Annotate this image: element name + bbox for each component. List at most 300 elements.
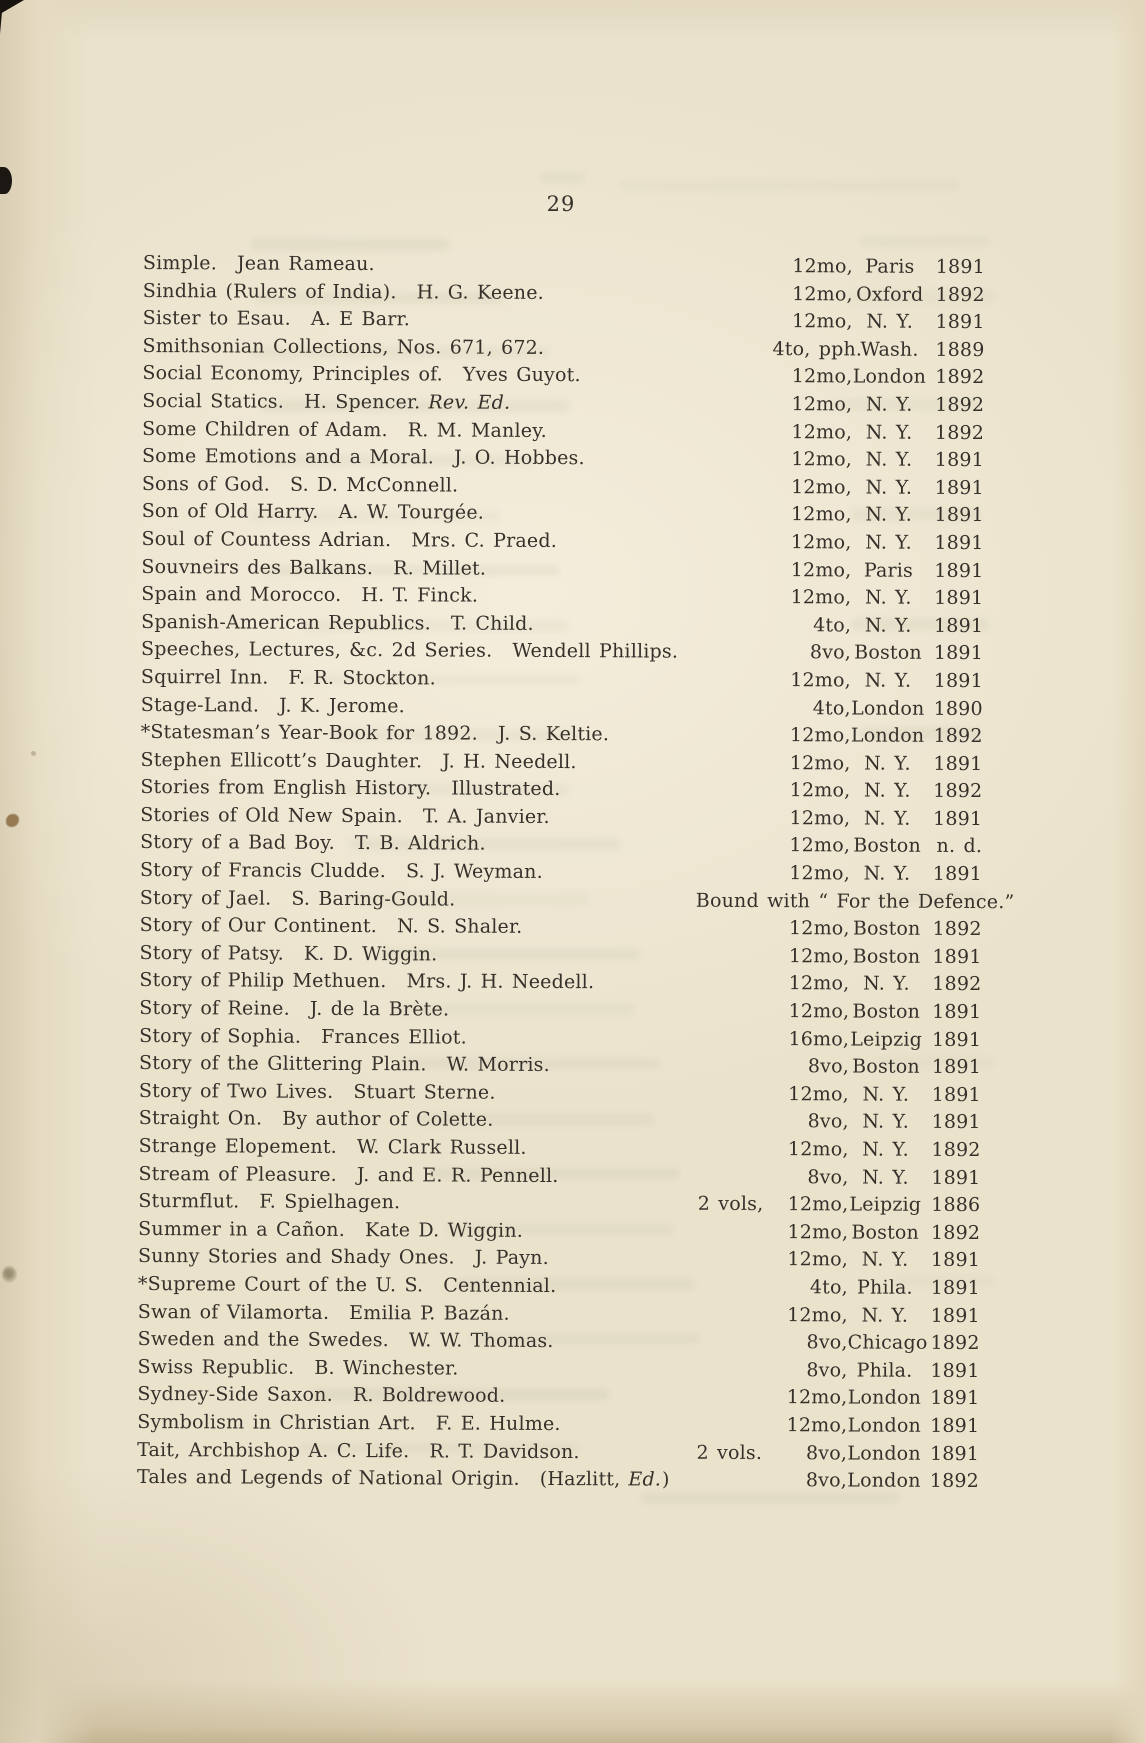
entry-title-author <box>141 719 697 749</box>
entry-title-author <box>143 305 699 335</box>
entry-volumes <box>697 722 771 750</box>
entry-row <box>137 1464 979 1496</box>
entry-title: Soul of Countess Adrian. <box>141 527 392 552</box>
entry-row <box>139 1133 981 1165</box>
entry-place: Oxford <box>856 283 924 306</box>
entry-format: 8vo, <box>806 1331 848 1354</box>
entry-row <box>141 691 983 723</box>
entry-author: H. T. Finck. <box>361 584 479 607</box>
entry-format: 12mo, <box>789 724 851 747</box>
entry-volumes <box>694 1246 768 1274</box>
entry-format: 4to, pph. <box>772 337 863 361</box>
entry-volumes <box>696 805 770 833</box>
entry-format: 12mo, <box>788 1000 850 1023</box>
entry-row <box>139 995 981 1027</box>
entry-author: W. Morris. <box>446 1053 550 1077</box>
entry-format: 12mo, <box>791 448 853 471</box>
entry-year: 1891 <box>930 1414 980 1438</box>
entry-row <box>140 774 982 806</box>
entry-year: 1892 <box>935 283 985 306</box>
entry-title: Squirrel Inn. <box>140 665 269 689</box>
entry-year: 1891 <box>933 614 984 637</box>
entry-year: 1889 <box>935 338 985 361</box>
entry-title-author <box>140 857 696 887</box>
entry-volumes <box>698 501 772 529</box>
entry-title: Story of Two Lives. <box>138 1079 334 1103</box>
entry-place: N. Y. <box>864 586 912 609</box>
entry-author: J. and E. R. Pennell. <box>356 1163 559 1187</box>
entry-title: Sindhia (Rulers of India). <box>142 279 397 303</box>
entry-title: Story of Patsy. <box>139 941 284 965</box>
entry-title-author <box>142 360 698 390</box>
entry-title: Stage-Land. <box>140 693 260 717</box>
entry-year: 1891 <box>935 311 985 334</box>
entry-title-author <box>142 443 698 473</box>
entry-place: N. Y. <box>865 531 912 554</box>
entry-format: 16mo, <box>788 1027 850 1051</box>
entry-volumes <box>698 418 772 446</box>
entry-title: Spain and Morocco. <box>141 583 342 607</box>
entry-author: H. G. Keene. <box>416 280 544 304</box>
entry-place: Boston <box>851 1221 920 1244</box>
ink-speck <box>31 751 36 756</box>
entry-volumes <box>697 694 771 722</box>
entry-format: 12mo, <box>787 1138 849 1161</box>
entry-year: 1891 <box>933 752 983 775</box>
entry-format: 12mo, <box>788 945 850 968</box>
entry-author: J. Payn. <box>474 1247 549 1270</box>
entry-row <box>141 664 983 696</box>
entry-title: Simple. <box>142 251 218 275</box>
entry-title: Some Children of Adam. <box>142 417 388 441</box>
entry-volumes <box>694 1163 768 1191</box>
paper-flaw-spot <box>2 1266 17 1283</box>
entry-year: 1892 <box>930 1332 980 1355</box>
entry-place: N. Y. <box>865 503 913 527</box>
entry-title: Swiss Republic. <box>137 1355 295 1379</box>
entry-place: N. Y. <box>866 310 914 333</box>
entry-year: 1892 <box>933 724 983 748</box>
entry-format: 12mo, <box>787 1248 849 1271</box>
entry-author: Mrs. C. Praed. <box>411 529 558 552</box>
entry-author: J. S. Keltie. <box>497 722 610 746</box>
entry-title-author <box>139 1105 695 1135</box>
entry-title: Symbolism in Christian Art. <box>137 1410 416 1435</box>
entry-place: Wash. <box>860 338 919 361</box>
entry-volumes <box>694 1301 768 1329</box>
scan-artifact-edge-blob <box>0 167 12 194</box>
entry-title-author <box>138 1243 694 1273</box>
entry-author: B. Winchester. <box>314 1356 459 1380</box>
entry-title: Sturmflut. <box>138 1190 240 1213</box>
entry-place: Phila. <box>856 1359 913 1382</box>
entry-title-author <box>137 1437 693 1467</box>
entry-author: A. W. Tourgée. <box>338 501 485 525</box>
entry-year: 1892 <box>932 918 982 941</box>
entry-format: 12mo, <box>791 310 853 333</box>
entry-author: R. Boldrewood. <box>352 1384 506 1408</box>
bleedthrough-smudge <box>860 236 990 247</box>
entry-title-author <box>141 581 697 611</box>
entry-volumes <box>697 556 771 584</box>
entry-volumes <box>698 335 772 363</box>
entry-place: N. Y. <box>865 421 913 444</box>
entry-year: 1891 <box>930 1387 980 1410</box>
entry-title-author <box>137 1381 693 1411</box>
entry-row <box>142 443 984 475</box>
entry-volumes <box>697 611 771 639</box>
entry-format: 12mo, <box>791 475 852 499</box>
entry-format: 12mo, <box>786 1414 848 1437</box>
entry-edition-note: Rev. Ed. <box>428 391 511 414</box>
entry-volumes <box>695 1136 769 1164</box>
entry-title: Story of Jael. <box>139 886 272 910</box>
entry-place: N. Y. <box>864 614 912 637</box>
entry-place: Boston <box>852 945 921 968</box>
entry-year: 1891 <box>929 1442 980 1465</box>
entry-year: 1892 <box>929 1469 980 1493</box>
entry-row <box>139 885 1015 917</box>
entry-format: 12mo, <box>790 503 852 526</box>
entry-title: Stephen Ellicott’s Daughter. <box>140 748 423 773</box>
entry-title: Spanish-American Republics. <box>141 610 431 635</box>
entry-format: 12mo, <box>792 255 853 278</box>
entry-author: S. Baring-Gould. <box>291 887 456 911</box>
entry-author: F. Spielhagen. <box>259 1190 401 1214</box>
entry-author: S. D. McConnell. <box>290 473 459 497</box>
entry-row <box>140 829 982 861</box>
entry-place: Phila. <box>857 1276 913 1299</box>
entry-title-author <box>140 802 696 832</box>
entry-title: Story of Sophia. <box>139 1024 302 1048</box>
entry-title: Story of Francis Cludde. <box>139 859 387 883</box>
entry-row <box>138 1216 980 1248</box>
entry-format: 12mo, <box>789 834 851 857</box>
entry-year: 1891 <box>934 504 984 527</box>
entry-row <box>138 1161 980 1193</box>
entry-title-author <box>139 1050 695 1080</box>
entry-row <box>142 333 984 365</box>
entry-year: 1891 <box>931 1056 982 1079</box>
entry-author: T. Child. <box>450 612 534 635</box>
entry-volumes <box>695 970 769 998</box>
entry-place: N. Y. <box>865 393 913 416</box>
entry-row <box>138 1188 980 1220</box>
entry-year: 1892 <box>935 393 985 417</box>
entry-place: N. Y. <box>863 807 911 830</box>
entry-year: 1891 <box>930 1359 980 1382</box>
entry-volumes <box>695 1053 769 1081</box>
entry-title-author <box>138 1161 694 1191</box>
entry-row <box>137 1409 979 1441</box>
entry-title: Story of Reine. <box>139 997 290 1020</box>
entry-author: F. E. Hulme. <box>435 1412 561 1435</box>
entry-title-author <box>139 995 695 1025</box>
entry-title-author <box>139 967 695 997</box>
entry-author: Yves Guyot. <box>462 363 581 387</box>
entry-volumes <box>693 1384 767 1412</box>
entry-format: 12mo, <box>790 669 851 692</box>
entry-format: 12mo, <box>787 1303 848 1327</box>
entry-format: 4to, <box>812 696 851 719</box>
entry-title: Story of the Glittering Plain. <box>138 1052 427 1076</box>
entry-format: 8vo, <box>807 1055 850 1078</box>
entry-volumes <box>693 1467 767 1495</box>
entry-author: Centennial. <box>443 1274 557 1298</box>
entry-volumes <box>694 1274 768 1302</box>
entry-title-author <box>142 333 698 363</box>
entry-author: J. K. Jerome. <box>279 694 406 717</box>
bleedthrough-smudge <box>250 238 450 251</box>
entry-row <box>143 278 985 310</box>
entry-author: By author of Colette. <box>282 1108 494 1132</box>
entry-year: 1892 <box>933 780 983 803</box>
entry-place: N. Y. <box>862 1083 910 1106</box>
entry-title-author <box>140 774 696 804</box>
entry-title: Sweden and the Swedes. <box>137 1328 389 1352</box>
entry-place: Boston <box>853 834 921 858</box>
entry-author: J. H. Needell. <box>442 750 577 773</box>
entry-year: 1891 <box>935 255 985 279</box>
entry-title-author <box>141 691 697 721</box>
entry-row <box>142 498 984 530</box>
entry-title: Swan of Vilamorta. <box>137 1300 330 1324</box>
entry-place: Boston <box>852 1055 920 1079</box>
entry-row <box>138 1326 980 1358</box>
entry-title: Sister to Esau. <box>142 307 291 330</box>
bleedthrough-smudge <box>620 180 960 191</box>
entry-format: 4to, <box>813 613 852 637</box>
entry-volumes <box>693 1356 767 1384</box>
entry-year: 1891 <box>934 586 984 610</box>
entry-year: 1891 <box>931 1083 981 1106</box>
entry-volumes <box>698 473 772 501</box>
entry-author: F. R. Stockton. <box>288 666 436 690</box>
entry-place: Paris <box>863 559 914 582</box>
entry-author: J. O. Hobbes. <box>453 446 585 470</box>
entry-author: Mrs. J. H. Needell. <box>406 970 595 994</box>
entry-place: N. Y. <box>864 669 912 692</box>
entry-place: N. Y. <box>862 1138 909 1161</box>
entry-row <box>141 554 983 586</box>
entry-title: Straight On. <box>138 1107 263 1130</box>
entry-year: 1891 <box>931 1166 981 1189</box>
entry-title-author <box>141 609 697 639</box>
entry-binding-note: Bound with “ For the Defence.” <box>695 889 1015 913</box>
entry-format: 12mo, <box>787 1193 849 1216</box>
entry-place: London <box>850 724 925 747</box>
entry-title-author <box>138 1271 694 1301</box>
entry-format: 12mo, <box>789 807 851 830</box>
page-number: 29 <box>546 192 576 216</box>
entry-format: 12mo, <box>787 1220 849 1244</box>
entry-format: 8vo, <box>807 1110 849 1133</box>
entry-place: Paris <box>865 255 915 278</box>
entry-place: N. Y. <box>861 1248 909 1272</box>
catalog-entry-list <box>136 250 1015 1496</box>
entry-row <box>143 305 985 337</box>
entry-row <box>142 360 984 392</box>
entry-row <box>138 1243 980 1275</box>
entry-year: 1891 <box>932 945 982 968</box>
entry-title-author <box>142 388 698 418</box>
entry-volumes <box>696 915 770 943</box>
entry-row <box>139 1105 981 1137</box>
entry-year: 1886 <box>931 1194 981 1217</box>
entry-format: 12mo, <box>789 779 851 802</box>
entry-author: Stuart Sterne. <box>353 1080 496 1104</box>
entry-format: 8vo, <box>805 1441 848 1464</box>
entry-place: Boston <box>854 641 922 665</box>
entry-title: Sons of God. <box>141 472 271 496</box>
entry-row <box>137 1437 979 1469</box>
entry-volumes <box>697 584 771 612</box>
entry-volumes <box>695 943 769 971</box>
entry-place: N. Y. <box>864 752 911 775</box>
entry-row <box>139 1050 981 1082</box>
entry-author: K. D. Wiggin. <box>303 942 438 966</box>
entry-year: 1891 <box>930 1249 981 1272</box>
entry-place: London <box>852 365 927 389</box>
entry-title-author <box>138 1326 694 1356</box>
entry-format: 12mo, <box>790 531 852 554</box>
entry-author: W. W. Thomas. <box>408 1329 554 1353</box>
entry-year: 1891 <box>933 669 983 693</box>
entry-title: Social Statics. <box>142 389 285 413</box>
entry-format: 12mo, <box>791 420 853 444</box>
entry-volumes <box>696 749 770 777</box>
entry-row <box>141 609 983 641</box>
entry-title: Some Emotions and a Moral. <box>141 445 435 469</box>
entry-volumes <box>696 832 770 860</box>
entry-row <box>138 1271 980 1303</box>
entry-title-author <box>140 912 696 942</box>
entry-year: 1891 <box>934 559 984 582</box>
entry-row <box>142 416 984 448</box>
entry-row <box>139 940 981 972</box>
entry-title-author <box>141 664 697 694</box>
entry-title: Stories of Old New Spain. <box>140 803 403 828</box>
entry-volumes <box>696 860 770 888</box>
entry-volumes <box>698 446 772 474</box>
entry-volumes <box>695 998 769 1026</box>
entry-year: 1891 <box>934 531 984 555</box>
entry-format: 12mo, <box>790 586 852 609</box>
entry-title: Sydney-Side Saxon. <box>137 1383 333 1407</box>
entry-author: Emilia P. Bazán. <box>349 1301 510 1325</box>
entry-row <box>141 719 983 751</box>
entry-title: *Supreme Court of the U. S. <box>137 1272 424 1297</box>
entry-title-author <box>140 885 696 915</box>
entry-year: 1891 <box>931 1111 981 1134</box>
entry-volumes <box>699 253 773 281</box>
entry-place: N. Y. <box>861 1304 909 1327</box>
entry-format: 8vo, <box>807 1165 849 1189</box>
entry-volumes <box>694 1329 768 1357</box>
entry-row <box>141 636 983 668</box>
entry-format: 4to, <box>809 1276 848 1299</box>
entry-author: R. M. Manley. <box>407 418 547 442</box>
entry-title: Strange Elopement. <box>138 1134 337 1158</box>
entry-volumes: 2 vols. <box>696 1441 763 1464</box>
entry-title-author <box>137 1354 693 1384</box>
entry-title: Souvneirs des Balkans. <box>141 555 374 579</box>
entry-volumes <box>696 777 770 805</box>
entry-author: H. Spencer. <box>303 390 421 414</box>
entry-author: Jean Rameau. <box>236 252 375 276</box>
entry-title-author <box>139 1078 695 1108</box>
entry-volumes <box>695 1081 769 1109</box>
entry-title: Speeches, Lectures, &c. 2d Series. <box>140 638 493 663</box>
entry-title-author <box>139 1023 695 1053</box>
entry-title-author <box>139 1133 695 1163</box>
entry-volumes <box>695 1025 769 1053</box>
entry-title-author <box>142 498 698 528</box>
entry-title-author <box>138 1216 694 1246</box>
entry-author: Illustrated. <box>451 777 561 801</box>
entry-author: Kate D. Wiggin. <box>364 1218 524 1242</box>
entry-title-author <box>142 526 698 556</box>
entry-volumes <box>697 639 771 667</box>
entry-author: (Hazlitt, <box>539 1468 621 1491</box>
entry-place: London <box>851 696 925 720</box>
entry-volumes <box>693 1412 767 1440</box>
entry-format: 12mo, <box>788 972 850 995</box>
entry-place: N. Y. <box>862 1110 910 1134</box>
entry-year: 1892 <box>930 1221 981 1244</box>
entry-place: N. Y. <box>863 862 911 885</box>
entry-title-author <box>137 1464 693 1494</box>
entry-place: N. Y. <box>865 476 913 499</box>
entry-row <box>137 1381 979 1413</box>
entry-title: *Statesman’s Year-Book for 1892. <box>140 721 478 745</box>
entry-author: T. A. Janvier. <box>422 805 550 828</box>
entry-format: 12mo, <box>789 862 851 885</box>
entry-format: 12mo, <box>788 1082 849 1106</box>
entry-row <box>140 802 982 834</box>
entry-title: Son of Old Harry. <box>141 500 319 524</box>
entry-row <box>142 388 984 420</box>
entry-place: N. Y. <box>862 1166 909 1189</box>
entry-place: Leipzig <box>849 1193 922 1217</box>
entry-place: London <box>847 1414 921 1437</box>
entry-format: 12mo, <box>790 558 852 581</box>
entry-year: 1890 <box>933 697 983 720</box>
entry-place: Leipzig <box>850 1028 923 1051</box>
entry-place: Boston <box>852 1000 921 1023</box>
entry-year: 1891 <box>934 449 985 472</box>
entry-row <box>138 1299 980 1331</box>
entry-author: R. T. Davidson. <box>429 1439 580 1463</box>
entry-title-author <box>138 1299 694 1329</box>
entry-year: 1891 <box>933 807 983 830</box>
entry-row <box>140 747 982 779</box>
entry-title: Tales and Legends of National Origin. <box>136 1466 520 1490</box>
entry-place: Boston <box>852 917 921 941</box>
entry-volumes <box>698 391 772 419</box>
entry-year: 1891 <box>932 862 983 886</box>
entry-row <box>139 1078 981 1110</box>
entry-row <box>143 250 985 282</box>
entry-place: Chicago <box>847 1331 928 1355</box>
entry-year: 1891 <box>934 476 984 499</box>
entry-title-author <box>139 940 695 970</box>
entry-row <box>141 581 983 613</box>
entry-title: Summer in a Cañon. <box>138 1217 346 1241</box>
entry-place: London <box>847 1469 921 1492</box>
entry-title-author <box>141 636 697 666</box>
entry-title-author <box>140 747 696 777</box>
